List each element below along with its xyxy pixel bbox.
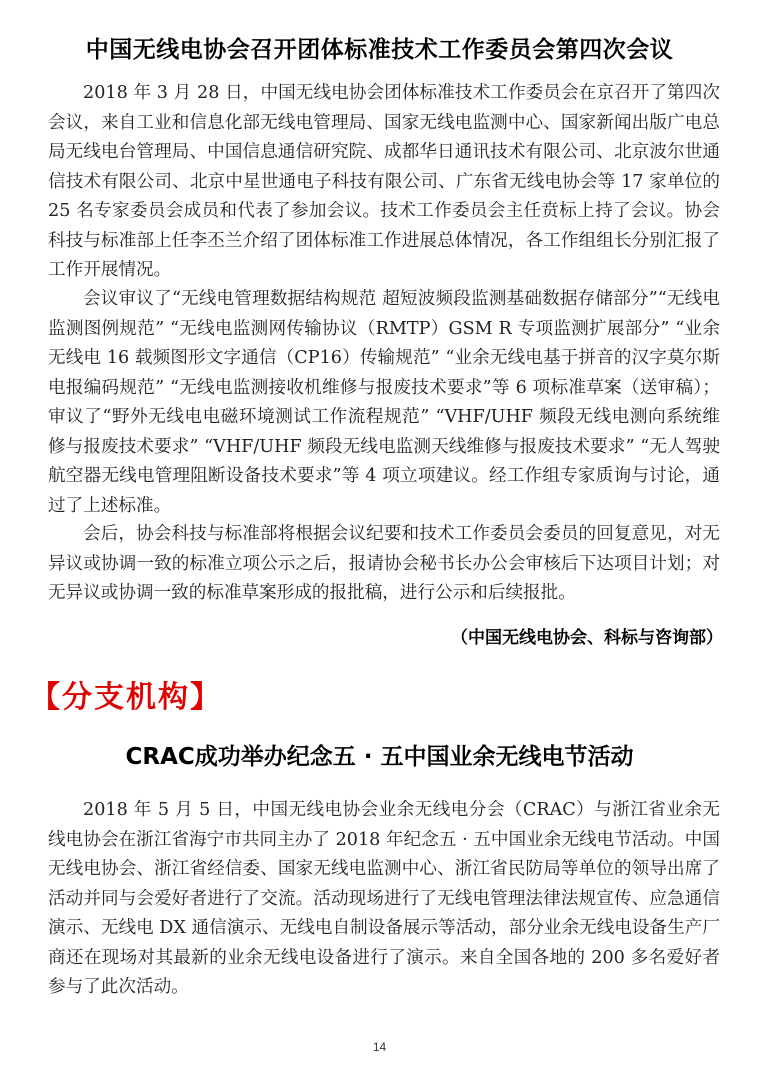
article-paragraph: 会议审议了“无线电管理数据结构规范 超短波频段监测基础数据存储部分”“无线电监测图例规范” “无线电监测网传输协议（RMTP）GSM R 专项监测扩展部分” “业余无线电 16 载频图形文字通信（CP16）传输规范” “业余无线电基于拼音的汉字莫尔斯电报编码规范” “无线电监测接收机维修与报废技术要求”等 6 项标准草案（送审稿）；审议了“野外无线电电磁环境测试工作流程规范” “VHF/UHF 频段无线电测向系统维修与报废技术要求” “VHF/UHF 频段无线电监测天线维修与报废技术要求” “无人驾驶航空器无线电管理阻断设备技术要求”等 4 项立项建议。经工作组专家质询与讨论，通过了上述标准。 xyxy=(48,289,720,516)
article-title: 中国无线电协会召开团体标准技术工作委员会第四次会议 xyxy=(85,37,674,63)
article-paragraph: 2018 年 3 月 28 日，中国无线电协会团体标准技术工作委员会在京召开了第四次会议，来自工业和信息化部无线电管理局、国家无线电监测中心、国家新闻出版广电总局无线电台管理局、中国信息通信研究院、成都华日通讯技术有限公司、北京波尔世通信技术有限公司、北京中星世通电子科技有限公司、广东省无线电协会等 17 家单位的 25 名专家委员会成员和代表了参加会议。技术工作委员会主任贲标上持了会议。协会科技与标准部上任李丕兰介绍了团体标准工作进展总体情况，各工作组组长分别汇报了工作开展情况。 xyxy=(48,83,720,280)
page-number: 14 xyxy=(372,1040,387,1054)
article-source: （中国无线电协会、科标与咨询部） xyxy=(451,628,723,648)
article-paragraph: 2018 年 5 月 5 日，中国无线电协会业余无线电分会（CRAC）与浙江省业余无线电协会在浙江省海宁市共同主办了 2018 年纪念五 · 五中国业余无线电节活动。中国无线电协会、浙江省经信委、国家无线电监测中心、浙江省民防局等单位的领导出席了活动并同与会爱好者进行了交流。活动现场进行了无线电管理法律法规宣传、应急通信演示、无线电 DX 通信演示、无线电自制设备展示等活动，部分业余无线电设备生产厂商还在现场对其最新的业余无线电设备进行了演示。来自全国各地的 200 多名爱好者参与了此次活动。 xyxy=(48,800,720,997)
article-title: CRAC成功举办纪念五 · 五中国业余无线电节活动 xyxy=(125,744,634,770)
section-label: 【分支机构】 xyxy=(30,680,222,715)
article-paragraph: 会后，协会科技与标准部将根据会议纪要和技术工作委员会委员的回复意见，对无异议或协调一致的标准立项公示之后，报请协会秘书长办公会审核后下达项目计划；对无异议或协调一致的标准草案形成的报批稿，进行公示和后续报批。 xyxy=(48,524,720,603)
